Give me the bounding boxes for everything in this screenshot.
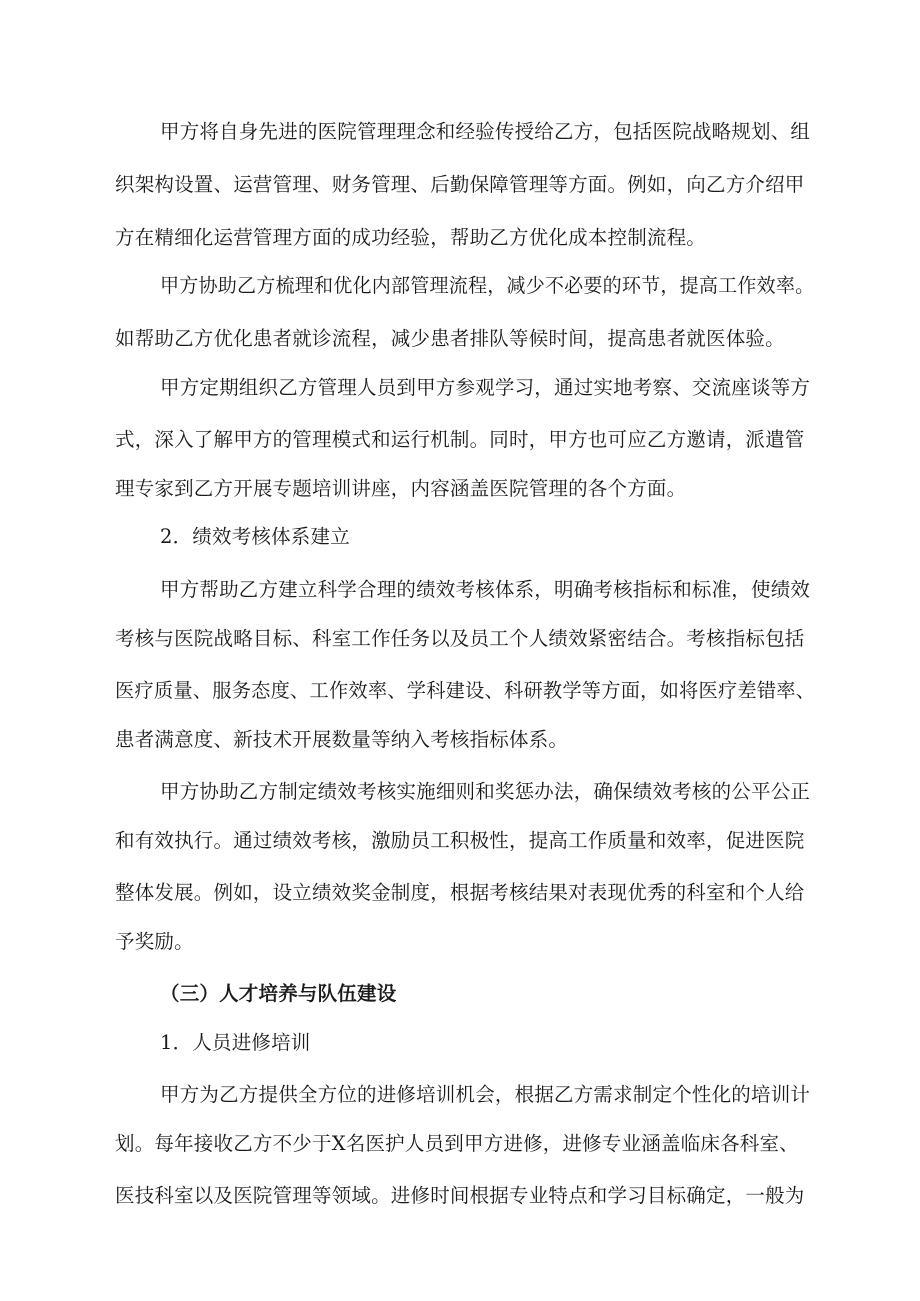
body-line: 理专家到乙方开展专题培训讲座，内容涵盖医院管理的各个方面。 — [115, 477, 687, 500]
body-line: 整体发展。例如，设立绩效奖金制度，根据考核结果对表现优秀的科室和个人给 — [115, 881, 805, 904]
body-line: 甲方帮助乙方建立科学合理的绩效考核体系，明确考核指标和标准，使绩效 — [160, 578, 811, 601]
body-line: 患者满意度、新技术开展数量等纳入考核指标体系。 — [115, 728, 569, 751]
body-line: 如帮助乙方优化患者就诊流程，减少患者排队等候时间，提高患者就医体验。 — [115, 327, 785, 350]
section-heading: 2．绩效考核体系建立 — [160, 525, 350, 548]
body-line: 和有效执行。通过绩效考核，激励员工积极性，提高工作质量和效率，促进医院 — [115, 829, 805, 852]
body-line: 甲方定期组织乙方管理人员到甲方参观学习，通过实地考察、交流座谈等方 — [160, 376, 811, 399]
chapter-heading: （三）人才培养与队伍建设 — [160, 982, 397, 1005]
body-line: 甲方协助乙方制定绩效考核实施细则和奖惩办法，确保绩效考核的公平公正 — [160, 780, 811, 803]
body-line: 甲方为乙方提供全方位的进修培训机会，根据乙方需求制定个性化的培训计 — [160, 1083, 811, 1106]
body-line: 式，深入了解甲方的管理模式和运行机制。同时，甲方也可应乙方邀请，派遣管 — [115, 428, 805, 451]
body-line: 甲方将自身先进的医院管理理念和经验传授给乙方，包括医院战略规划、组 — [160, 120, 811, 143]
body-line: 织架构设置、运营管理、财务管理、后勤保障管理等方面。例如，向乙方介绍甲 — [115, 173, 805, 196]
body-line: 医技科室以及医院管理等领域。进修时间根据专业特点和学习目标确定，一般为 — [115, 1184, 805, 1207]
section-heading: 1．人员进修培训 — [160, 1031, 311, 1054]
body-line: 考核与医院战略目标、科室工作任务以及员工个人绩效紧密结合。考核指标包括 — [115, 627, 805, 650]
body-line: 医疗质量、服务态度、工作效率、学科建设、科研教学等方面，如将医疗差错率、 — [115, 679, 816, 702]
body-line: 甲方协助乙方梳理和优化内部管理流程，减少不必要的环节，提高工作效率。 — [160, 275, 815, 297]
body-line: 方在精细化运营管理方面的成功经验，帮助乙方优化成本控制流程。 — [115, 226, 707, 249]
body-line: 予奖励。 — [115, 930, 194, 953]
body-line: 划。每年接收乙方不少于X名医护人员到甲方进修，进修专业涵盖临床各科室、 — [115, 1132, 799, 1155]
